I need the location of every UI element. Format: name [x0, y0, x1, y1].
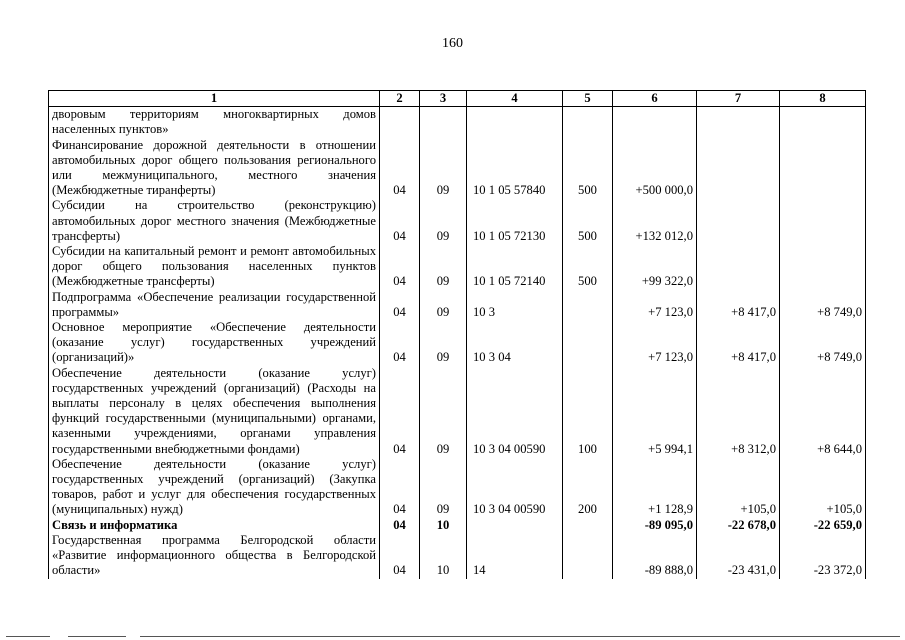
col-header: 1 — [49, 91, 380, 107]
cell-subsection: 09 — [420, 290, 467, 320]
cell-amount-year3: -22 659,0 — [780, 518, 866, 533]
cell-subsection: 09 — [420, 244, 467, 290]
cell-amount-year1: +7 123,0 — [613, 290, 697, 320]
cell-amount-year1: +132 012,0 — [613, 198, 697, 244]
header-row — [49, 91, 866, 107]
col-header: 5 — [563, 91, 613, 107]
col-header: 2 — [380, 91, 420, 107]
cell-amount-year2: +105,0 — [697, 457, 780, 518]
cell-subsection: 09 — [420, 198, 467, 244]
cell-section: 04 — [380, 320, 420, 366]
cell-target-article: 10 3 — [467, 290, 563, 320]
table-row — [49, 366, 866, 457]
table-row — [49, 290, 866, 320]
cell-amount-year1: -89 888,0 — [613, 533, 697, 579]
cell-expense-type — [563, 320, 613, 366]
cell-name: дворовым территориям многоквартирных домов населенных пунктов» Финансирование дорожной деятельности в отношении автомобильных дорог общего пользования регионального или межмуниципального, местного значения (Межбюджетные тиранферты) — [49, 107, 380, 199]
cell-amount-year1: -89 095,0 — [613, 518, 697, 533]
cell-amount-year2 — [697, 107, 780, 199]
page-number: 160 — [442, 36, 463, 51]
cell-name: Основное мероприятие «Обеспечение деятельности (оказание услуг) государственных учреждений (организаций)» — [49, 320, 380, 366]
page-bottom-edge — [0, 630, 905, 640]
cell-expense-type: 500 — [563, 107, 613, 199]
cell-expense-type: 500 — [563, 198, 613, 244]
cell-amount-year3: +105,0 — [780, 457, 866, 518]
cell-expense-type: 100 — [563, 366, 613, 457]
table-row — [49, 457, 866, 518]
table-row — [49, 107, 866, 199]
cell-target-article: 14 — [467, 533, 563, 579]
cell-target-article: 10 1 05 72140 — [467, 244, 563, 290]
cell-name: Субсидии на капитальный ремонт и ремонт автомобильных дорог общего пользования населенных пунктов (Межбюджетные трансферты) — [49, 244, 380, 290]
table-row — [49, 198, 866, 244]
cell-target-article: 10 1 05 72130 — [467, 198, 563, 244]
cell-section: 04 — [380, 457, 420, 518]
col-header: 6 — [613, 91, 697, 107]
cell-subsection: 10 — [420, 518, 467, 533]
col-header: 7 — [697, 91, 780, 107]
cell-target-article — [467, 518, 563, 533]
cell-subsection: 09 — [420, 107, 467, 199]
table-row — [49, 320, 866, 366]
cell-amount-year3 — [780, 198, 866, 244]
table-body — [49, 107, 866, 579]
cell-amount-year2 — [697, 198, 780, 244]
cell-section: 04 — [380, 366, 420, 457]
cell-section: 04 — [380, 107, 420, 199]
table-row — [49, 518, 866, 533]
cell-amount-year3 — [780, 244, 866, 290]
cell-name: Субсидии на строительство (реконструкцию) автомобильных дорог местного значения (Межбюджетные трансферты) — [49, 198, 380, 244]
cell-target-article: 10 3 04 — [467, 320, 563, 366]
cell-amount-year2: +8 312,0 — [697, 366, 780, 457]
col-header: 8 — [780, 91, 866, 107]
cell-name: Государственная программа Белгородской области «Развитие информационного общества в Белгородской области» — [49, 533, 380, 579]
cell-amount-year2: -23 431,0 — [697, 533, 780, 579]
cell-amount-year1: +7 123,0 — [613, 320, 697, 366]
cell-section: 04 — [380, 533, 420, 579]
cell-amount-year1: +500 000,0 — [613, 107, 697, 199]
cell-amount-year2: +8 417,0 — [697, 290, 780, 320]
cell-amount-year3: +8 749,0 — [780, 320, 866, 366]
cell-section: 04 — [380, 244, 420, 290]
cell-subsection: 09 — [420, 457, 467, 518]
cell-amount-year3 — [780, 107, 866, 199]
cell-expense-type — [563, 533, 613, 579]
cell-expense-type — [563, 290, 613, 320]
cell-name: Обеспечение деятельности (оказание услуг) государственных учреждений (организаций) (Расходы на выплаты персоналу в целях обеспечения выполнения функций государственными (муниципальными) органами, казенными учреждениями, органами управления государственными внебюджетными фондами) — [49, 366, 380, 457]
cell-amount-year3: -23 372,0 — [780, 533, 866, 579]
cell-amount-year1: +1 128,9 — [613, 457, 697, 518]
cell-target-article: 10 1 05 57840 — [467, 107, 563, 199]
cell-amount-year2: +8 417,0 — [697, 320, 780, 366]
table-row — [49, 533, 866, 579]
cell-amount-year3: +8 644,0 — [780, 366, 866, 457]
cell-name: Подпрограмма «Обеспечение реализации государственной программы» — [49, 290, 380, 320]
cell-section: 04 — [380, 290, 420, 320]
cell-amount-year2 — [697, 244, 780, 290]
col-header: 3 — [420, 91, 467, 107]
cell-subsection: 09 — [420, 366, 467, 457]
cell-amount-year3: +8 749,0 — [780, 290, 866, 320]
cell-amount-year1: +99 322,0 — [613, 244, 697, 290]
cell-subsection: 10 — [420, 533, 467, 579]
cell-expense-type — [563, 518, 613, 533]
budget-table — [48, 90, 866, 579]
cell-section: 04 — [380, 198, 420, 244]
table-row — [49, 244, 866, 290]
cell-target-article: 10 3 04 00590 — [467, 457, 563, 518]
cell-amount-year2: -22 678,0 — [697, 518, 780, 533]
cell-subsection: 09 — [420, 320, 467, 366]
cell-name: Обеспечение деятельности (оказание услуг) государственных учреждений (организаций) (Закупка товаров, работ и услуг для обеспечения государственных (муниципальных) нужд) — [49, 457, 380, 518]
cell-section: 04 — [380, 518, 420, 533]
cell-amount-year1: +5 994,1 — [613, 366, 697, 457]
cell-target-article: 10 3 04 00590 — [467, 366, 563, 457]
col-header: 4 — [467, 91, 563, 107]
cell-expense-type: 500 — [563, 244, 613, 290]
cell-name: Связь и информатика — [49, 518, 380, 533]
cell-expense-type: 200 — [563, 457, 613, 518]
